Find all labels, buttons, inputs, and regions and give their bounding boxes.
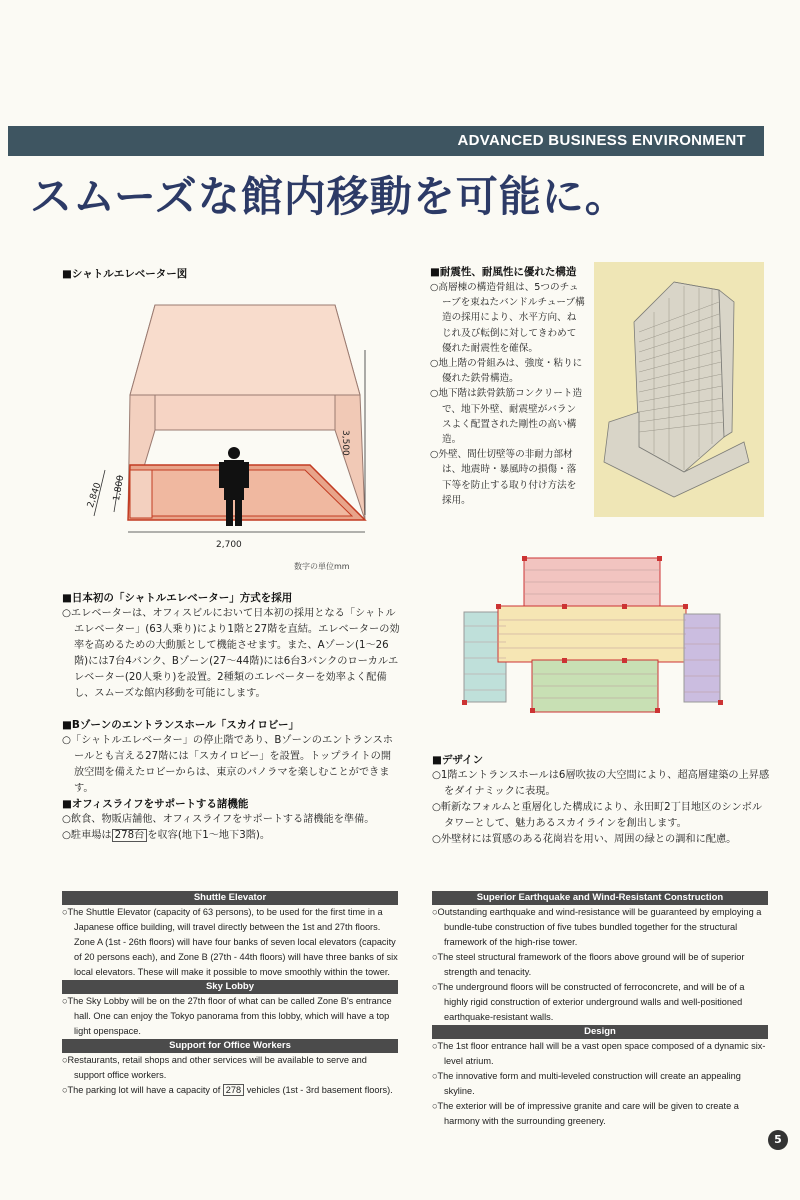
support-text	[62, 1053, 398, 1098]
earthquake-text	[432, 905, 768, 1025]
design-item: ○外壁材には質感のある花崗岩を用い、周囲の緑との調和に配慮。	[432, 834, 737, 845]
shuttle-paragraph: ○エレベーターは、オフィスビルにおいて日本初の採用となる「シャトルエレベーター」(63人乗り)により1階と27階を直結。エレベーターの効率を高めるための大動脈として機能させます。また、Aゾーン(1〜26階)には7台4バンク、Bゾーン(27〜44階)には6台3バンクのローカルエレベーター(20人乗り)を設置。2種類のエレベーターを効率よく配備し、スムーズな館内移動を可能にします。	[62, 608, 400, 699]
parking-capacity-en: 278	[223, 1084, 244, 1096]
english-right-column	[432, 891, 768, 1129]
support-paragraph: ○Restaurants, retail shops and other services will be available to serve and support office workers.	[62, 1055, 367, 1080]
elevator-door	[130, 470, 152, 518]
structure-item: ○高層棟の構造骨組は、5つのチューブを束ねたバンドルチューブ構造の採用により、水平方向、ねじれ及び転倒に対してきわめて優れた耐震性を確保。	[430, 282, 585, 354]
support-paragraph-parking	[62, 1083, 398, 1098]
dimension-door: 1,800	[112, 474, 127, 502]
plan-zone-right	[684, 614, 720, 702]
skylobby-heading: ■Bゾーンのエントランスホール「スカイロビー」	[62, 719, 299, 731]
skylobby-paragraph: ○「シャトルエレベーター」の停止階であり、Bゾーンのエントランスホールとも言える27階には「スカイロビー」を設置。トップライトの開放空間を備えたロビーからは、東京のパノラマを楽しむことができます。	[62, 735, 393, 794]
design-text	[432, 768, 770, 848]
plan-zone-top	[524, 558, 660, 608]
dimension-width: 2,700	[216, 540, 242, 550]
floor-plan	[462, 556, 724, 716]
design-en-item: ○The innovative form and multi-leveled construction will create an appealing skyline.	[432, 1071, 741, 1096]
earthquake-item: ○The steel structural framework of the floors above ground will be of superior strength and tenacity.	[432, 952, 745, 977]
page-number: 5	[768, 1130, 788, 1150]
structure-item: ○地下階は鉄骨鉄筋コンクリート造で、地下外壁、耐震壁がバランスよく配置された剛性の高い構造。	[430, 388, 583, 446]
design-item: ○斬新なフォルムと重層化した構成により、永田町2丁目地区のシンボルタワーとして、魅力あるスカイラインを創出します。	[432, 802, 763, 829]
support-parking-post: vehicles (1st - 3rd basement floors).	[244, 1085, 393, 1095]
design-heading: ■デザイン	[432, 754, 484, 766]
structure-text	[430, 280, 585, 508]
officelife-item: ○飲食、物販店舗他、オフィスライフをサポートする諸機能を準備。	[62, 814, 375, 825]
earthquake-bar: Superior Earthquake and Wind-Resistant Construction	[432, 891, 768, 905]
shuttle-text	[62, 606, 400, 702]
sky-lobby-text	[62, 994, 398, 1039]
support-bar: Support for Office Workers	[62, 1039, 398, 1053]
elevator-diagram-label: ■シャトルエレベーター図	[62, 268, 188, 280]
officelife-parking-pre: ○駐車場は	[62, 830, 112, 841]
design-item: ○1階エントランスホールは6層吹抜の大空間により、超高層建築の上昇感をダイナミックに表現。	[432, 770, 770, 797]
parking-capacity: 278台	[112, 829, 148, 842]
dimension-depth: 2,840	[86, 481, 104, 510]
shuttle-heading: ■日本初の「シャトルエレベーター」方式を採用	[62, 592, 293, 604]
earthquake-item: ○Outstanding earthquake and wind-resistance will be guaranteed by employing a bundle-tube construction of five tubes bundled together for the structural framework of the high-rise tower.	[432, 907, 762, 947]
shuttle-elevator-bar: Shuttle Elevator	[62, 891, 398, 905]
structure-item: ○地上階の骨組みは、強度・粘りに優れた鉄骨構造。	[430, 358, 583, 385]
officelife-heading: ■オフィスライフをサポートする諸機能	[62, 798, 249, 810]
tower-illustration	[594, 262, 764, 517]
design-en-item: ○The 1st floor entrance hall will be a vast open space composed of a dynamic six-level atrium.	[432, 1041, 766, 1066]
elevator-ceiling	[130, 305, 360, 395]
shuttle-elevator-paragraph: ○The Shuttle Elevator (capacity of 63 persons), to be used for the first time in a Japanese office building, will travel directly between the 1st and 27th floors. Zone A (1st - 26th floors) will have four banks of seven local elevators (capacity of 20 persons each), and Zone B (27th - 44th floors) will have three banks of six local elevators. These will make it possible to move smoothly within the tower.	[62, 907, 398, 977]
structure-heading: ■耐震性、耐風性に優れた構造	[430, 266, 577, 278]
design-en-text	[432, 1039, 768, 1129]
structure-item: ○外壁、間仕切壁等の非耐力部材は、地震時・暴風時の損傷・落下等を防止する取り付け方法を採用。	[430, 449, 577, 506]
tower-drawing	[594, 262, 764, 517]
page-title: スムーズな館内移動を可能に。	[30, 172, 628, 221]
officelife-item	[62, 828, 400, 844]
unit-note: 数字の単位mm	[294, 562, 350, 571]
elevator-diagram	[80, 290, 380, 580]
header-band-text: ADVANCED BUSINESS ENVIRONMENT	[457, 132, 746, 149]
officelife-parking-post: を収容(地下1〜地下3階)。	[147, 830, 271, 841]
officelife-text	[62, 812, 400, 844]
design-en-item: ○The exterior will be of impressive granite and care will be given to create a harmony with the surrounding greenery.	[432, 1101, 739, 1126]
sky-lobby-bar: Sky Lobby	[62, 980, 398, 994]
support-parking-pre: ○The parking lot will have a capacity of	[62, 1085, 223, 1095]
earthquake-item: ○The underground floors will be constructed of ferroconcrete, and will be of a highly rigid construction of exterior underground walls and well-positioned earthquake-resistant walls.	[432, 982, 745, 1022]
header-band	[8, 126, 764, 156]
skylobby-text	[62, 733, 400, 797]
english-left-column	[62, 891, 398, 1098]
sky-lobby-paragraph: ○The Sky Lobby will be on the 27th floor of what can be called Zone B's entrance hall. One can enjoy the Tokyo panorama from this lobby, which will have a top light openspace.	[62, 996, 392, 1036]
dimension-height: 3,500	[340, 430, 350, 456]
shuttle-elevator-text	[62, 905, 398, 980]
design-bar: Design	[432, 1025, 768, 1039]
